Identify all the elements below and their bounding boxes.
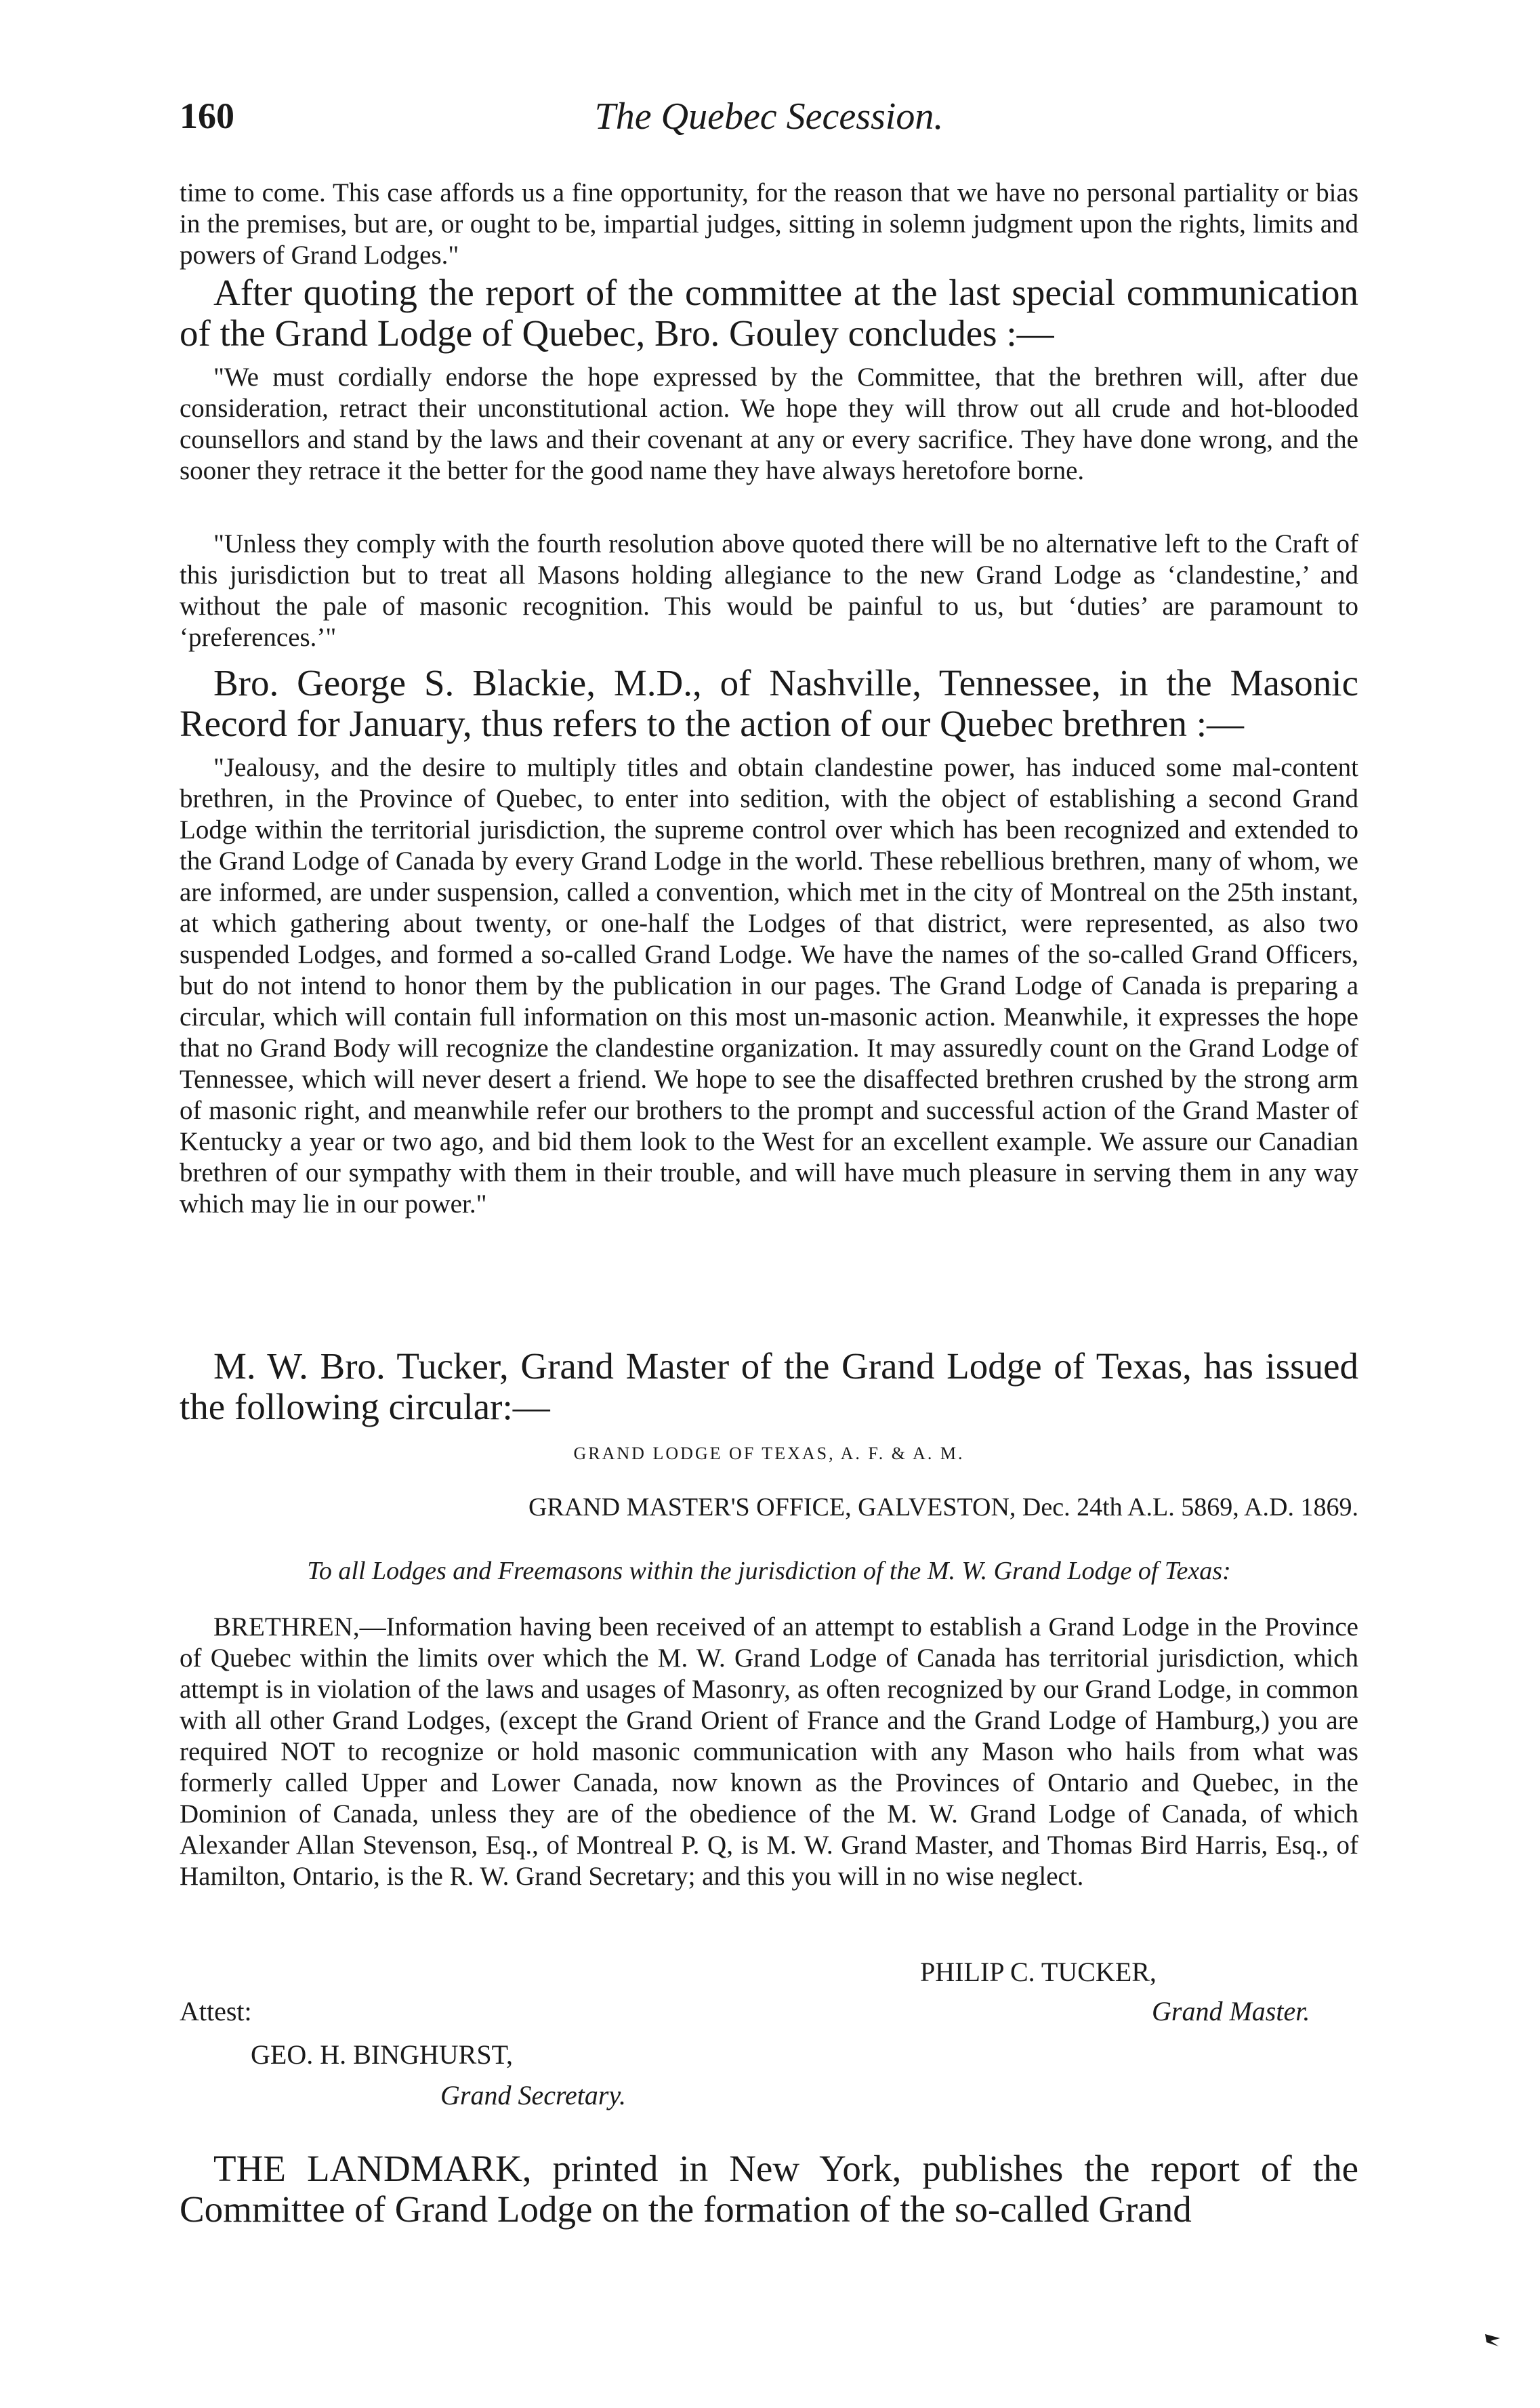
running-title: The Quebec Secession.: [594, 96, 944, 138]
paragraph-landmark: THE LANDMARK, printed in New York, publishes the report of the Committee of Grand Lodge on the formation of the so-called Grand: [180, 2148, 1358, 2230]
page-header: [180, 95, 1358, 149]
circular-address: To all Lodges and Freemasons within the jurisdiction of the M. W. Grand Lodge of Texas:: [307, 1557, 1231, 1585]
circular-lodge-name: GRAND LODGE OF TEXAS, A. F. & A. M.: [573, 1444, 965, 1463]
circular-office: GRAND MASTER'S OFFICE, GALVESTON, Dec. 24th A.L. 5869, A.D. 1869.: [528, 1493, 1358, 1522]
attest-title: Grand Secretary.: [440, 2080, 627, 2110]
printer-mark-icon: [1484, 2331, 1503, 2348]
circular-address-block: [180, 1556, 1358, 1586]
signature-name: PHILIP C. TUCKER,: [920, 1957, 1157, 1987]
paragraph-continuation: time to come. This case affords us a fine opportunity, for the reason that we have no personal partiality or bias in the premises, but are, or ought to be, impartial judges, sitting in solemn judgment upon the rights, limits and powers of Grand Lodges.": [180, 178, 1358, 270]
attest-label: Attest:: [180, 1996, 252, 2026]
text-column: [180, 178, 1358, 271]
page-number: 160: [180, 96, 234, 136]
circular-body: BRETHREN,—Information having been received of an attempt to establish a Grand Lodge in the Province of Quebec within the limits over which the M. W. Grand Lodge of Canada has territorial jurisdiction, which attempt is in violation of the laws and usages of Masonry, as often recognized by our Grand Lodge, in common with all other Grand Lodges, (except the Grand Orient of France and the Grand Lodge of Hamburg,) you are required NOT to recognize or hold masonic communication with any Mason who hails from what was formerly called Upper and Lower Canada, now known as the Provinces of Ontario and Quebec, in the Dominion of Canada, unless they are of the obedience of the M. W. Grand Lodge of Canada, of which Alexander Allan Stevenson, Esq., of Montreal P. Q, is M. W. Grand Master, and Thomas Bird Harris, Esq., of Hamilton, Ontario, is the R. W. Grand Secretary; and this you will in no wise neglect.: [180, 1612, 1358, 1891]
text-column: [180, 2148, 1358, 2230]
circular-dateline: [180, 1492, 1358, 1522]
quote-blackie: "Jealousy, and the desire to multiply titles and obtain clandestine power, has induced some mal-content brethren, in the Province of Quebec, to enter into sedition, with the object of establishing a second Grand Lodge within the territorial jurisdiction, the supreme control over which has been recognized and extended to the Grand Lodge of Canada by every Grand Lodge in the world. These rebellious brethren, many of whom, we are informed, are under suspension, called a convention, which met in the city of Montreal on the 25th instant, at which gathering about twenty, or one-half the Lodges of that district, were represented, as also two suspended Lodges, and formed a so-called Grand Lodge. We have the names of the so-called Grand Officers, but do not intend to honor them by the publication in our pages. The Grand Lodge of Canada is preparing a circular, which will contain full information on this most un-masonic action. Meanwhile, it expresses the hope that no Grand Body will recognize the clandestine organization. It may assuredly count on the Grand Lodge of Tennessee, which will never desert a friend. We hope to see the disaffected brethren crushed by the strong arm of masonic right, and meanwhile refer our brothers to the prompt and successful action of the Grand Master of Kentucky a year or two ago, and bid them look to the West for an excellent example. We assure our Canadian brethren of our sympathy with them in their trouble, and will have much pleasure in serving them in any way which may lie in our power.": [180, 753, 1358, 1219]
circular-heading: [180, 1444, 1358, 1464]
paragraph-blackie-intro: Bro. George S. Blackie, M.D., of Nashville, Tennessee, in the Masonic Record for January, thus refers to the action of our Quebec brethren :—: [180, 662, 1358, 744]
text-column: [180, 362, 1358, 487]
paragraph-tucker-intro: M. W. Bro. Tucker, Grand Master of the Grand Lodge of Texas, has issued the following circular:—: [180, 1345, 1358, 1427]
text-column: [180, 272, 1358, 354]
text-column: [180, 752, 1358, 1220]
attest-name: GEO. H. BINGHURST,: [251, 2039, 514, 2070]
quote-gouley-1: "We must cordially endorse the hope expressed by the Committee, that the brethren will, after due consideration, retract their unconstitutional action. We hope they will throw out all crude and hot-blooded counsellors and stand by the laws and their covenant at any or every sacrifice. They have done wrong, and the sooner they retrace it the better for the good name they have always heretofore borne.: [180, 363, 1358, 485]
quote-gouley-2: "Unless they comply with the fourth resolution above quoted there will be no alternative left to the Craft of this jurisdiction but to treat all Masons holding allegiance to the new Grand Lodge as ‘clandestine,’ and without the pale of masonic recognition. This would be painful to us, but ‘duties’ are paramount to ‘preferences.’": [180, 529, 1358, 652]
text-column: [180, 1612, 1358, 1892]
text-column: [180, 663, 1358, 744]
text-column: [180, 1346, 1358, 1427]
text-column: [180, 529, 1358, 653]
signature-title: Grand Master.: [1152, 1996, 1310, 2026]
paragraph-gouley-intro: After quoting the report of the committee at the last special communication of the Grand Lodge of Quebec, Bro. Gouley concludes :—: [180, 272, 1358, 354]
